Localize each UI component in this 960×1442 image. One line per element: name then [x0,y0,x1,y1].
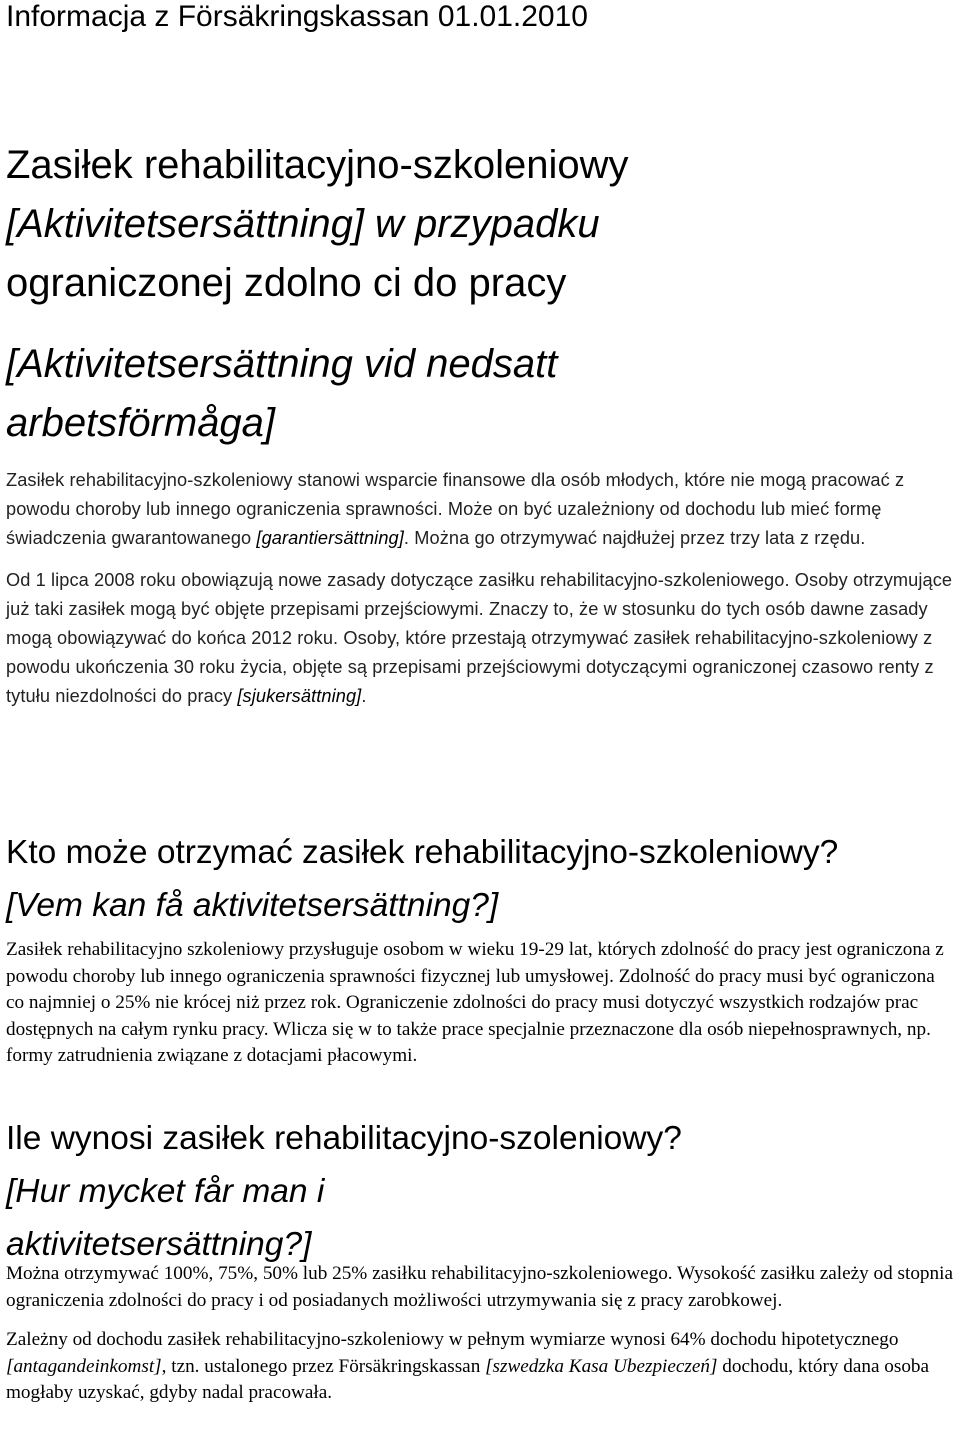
section-heading-amount-swedish-2: aktivitetsersättning?] [6,1226,312,1263]
term-sjukersattning: [sjukersättning] [237,686,362,706]
term-antagandeinkomst: [antagandeinkomst] [6,1355,162,1377]
term-garantiersattning: [garantiersättning] [256,528,404,548]
title-line-1: Zasiłek rehabilitacyjno-szkoleniowy [6,143,629,187]
document-header: Informacja z Försäkringskassan 01.01.2010 [6,0,588,33]
section-heading-amount-swedish-1: [Hur mycket får man i [6,1173,325,1210]
intro-paragraph-2: Od 1 lipca 2008 roku obowiązują nowe zasady dotyczące zasiłku rehabilitacyjno-szkoleniowego. Osoby otrzymujące już taki zasiłek mogą być objęte przepisami przejściowymi. Znaczy to, że w stosunku do tych osób dawne zasady mogą obowiązywać do końca 2012 roku. Osoby, które przestają otrzymywać zasiłek rehabilitacyjno-szkoleniowy z powodu ukończenia 30 roku życia, objęte są przepisami przejściowymi dotyczącymi ograniczonej czasowo renty z tytułu niezdolności do pracy [sjukersättning]. [6,570,953,706]
term-swedish-insurance-agency: [szwedzka Kasa Ubezpieczeń] [485,1355,718,1377]
paragraph-amount-levels: Można otrzymywać 100%, 75%, 50% lub 25% zasiłku rehabilitacyjno-szkoleniowego. Wysokość zasiłku zależy od stopnia ograniczenia zdolności do pracy i od posiadanych możliwości utrzymywania się z pracy zarobkowej. [6,1263,953,1311]
section-body-amount [6,1261,954,1420]
paragraph-eligibility: Zasiłek rehabilitacyjno szkoleniowy przysługuje osobom w wieku 19-29 lat, których zdolność do pracy jest ograniczona z powodu choroby lub innego ograniczenia sprawności fizycznej lub umysłowej. Zdolność do pracy musi być ograniczona co najmniej o 25% nie krócej niż przez rok. Ograniczenie zdolności do pracy musi dotyczyć wszystkich rodzajów prac dostępnych na całym rynku pracy. Wlicza się w to także prace specjalnie przeznaczone dla osób niepełnosprawnych, np. formy zatrudnienia związane z dotacjami płacowymi. [6,939,944,1066]
title-swedish-line-1: [Aktivitetsersättning vid nedsatt [6,342,558,386]
paragraph-income-based: Zależny od dochodu zasiłek rehabilitacyjno-szkoleniowy w pełnym wymiarze wynosi 64% dochodu hipotetycznego [antagandeinkomst], tzn. ustalonego przez Försäkringskassan [szwedzka Kasa Ubezpieczeń] dochodu, który dana osoba mogłaby uzyskać, gdyby nadal pracowała. [6,1329,930,1403]
title-swedish-line-2: arbetsförmåga] [6,401,276,445]
section-heading-amount-text: Ile wynosi zasiłek rehabilitacyjno-szoleniowy? [6,1120,682,1157]
section-heading-who-text: Kto może otrzymać zasiłek rehabilitacyjno-szkoleniowy? [6,834,839,871]
title-line-2: [Aktivitetsersättning] w przypadku [6,202,600,246]
section-heading-who [6,826,838,932]
document-title [6,136,946,453]
intro-section [6,466,954,724]
intro-paragraph-1: Zasiłek rehabilitacyjno-szkoleniowy stanowi wsparcie finansowe dla osób młodych, które nie mogą pracować z powodu choroby lub innego ograniczenia sprawności. Może on być uzależniony od dochodu lub mieć formę świadczenia gwarantowanego [garantiersättning]. Można go otrzymywać najdłużej przez trzy lata z rzędu. [6,470,905,548]
section-heading-who-swedish: [Vem kan få aktivitetsersättning?] [6,887,499,924]
section-body-who [6,937,954,1083]
title-line-3: ograniczonej zdolno ci do pracy [6,261,567,305]
section-heading-amount [6,1112,682,1271]
